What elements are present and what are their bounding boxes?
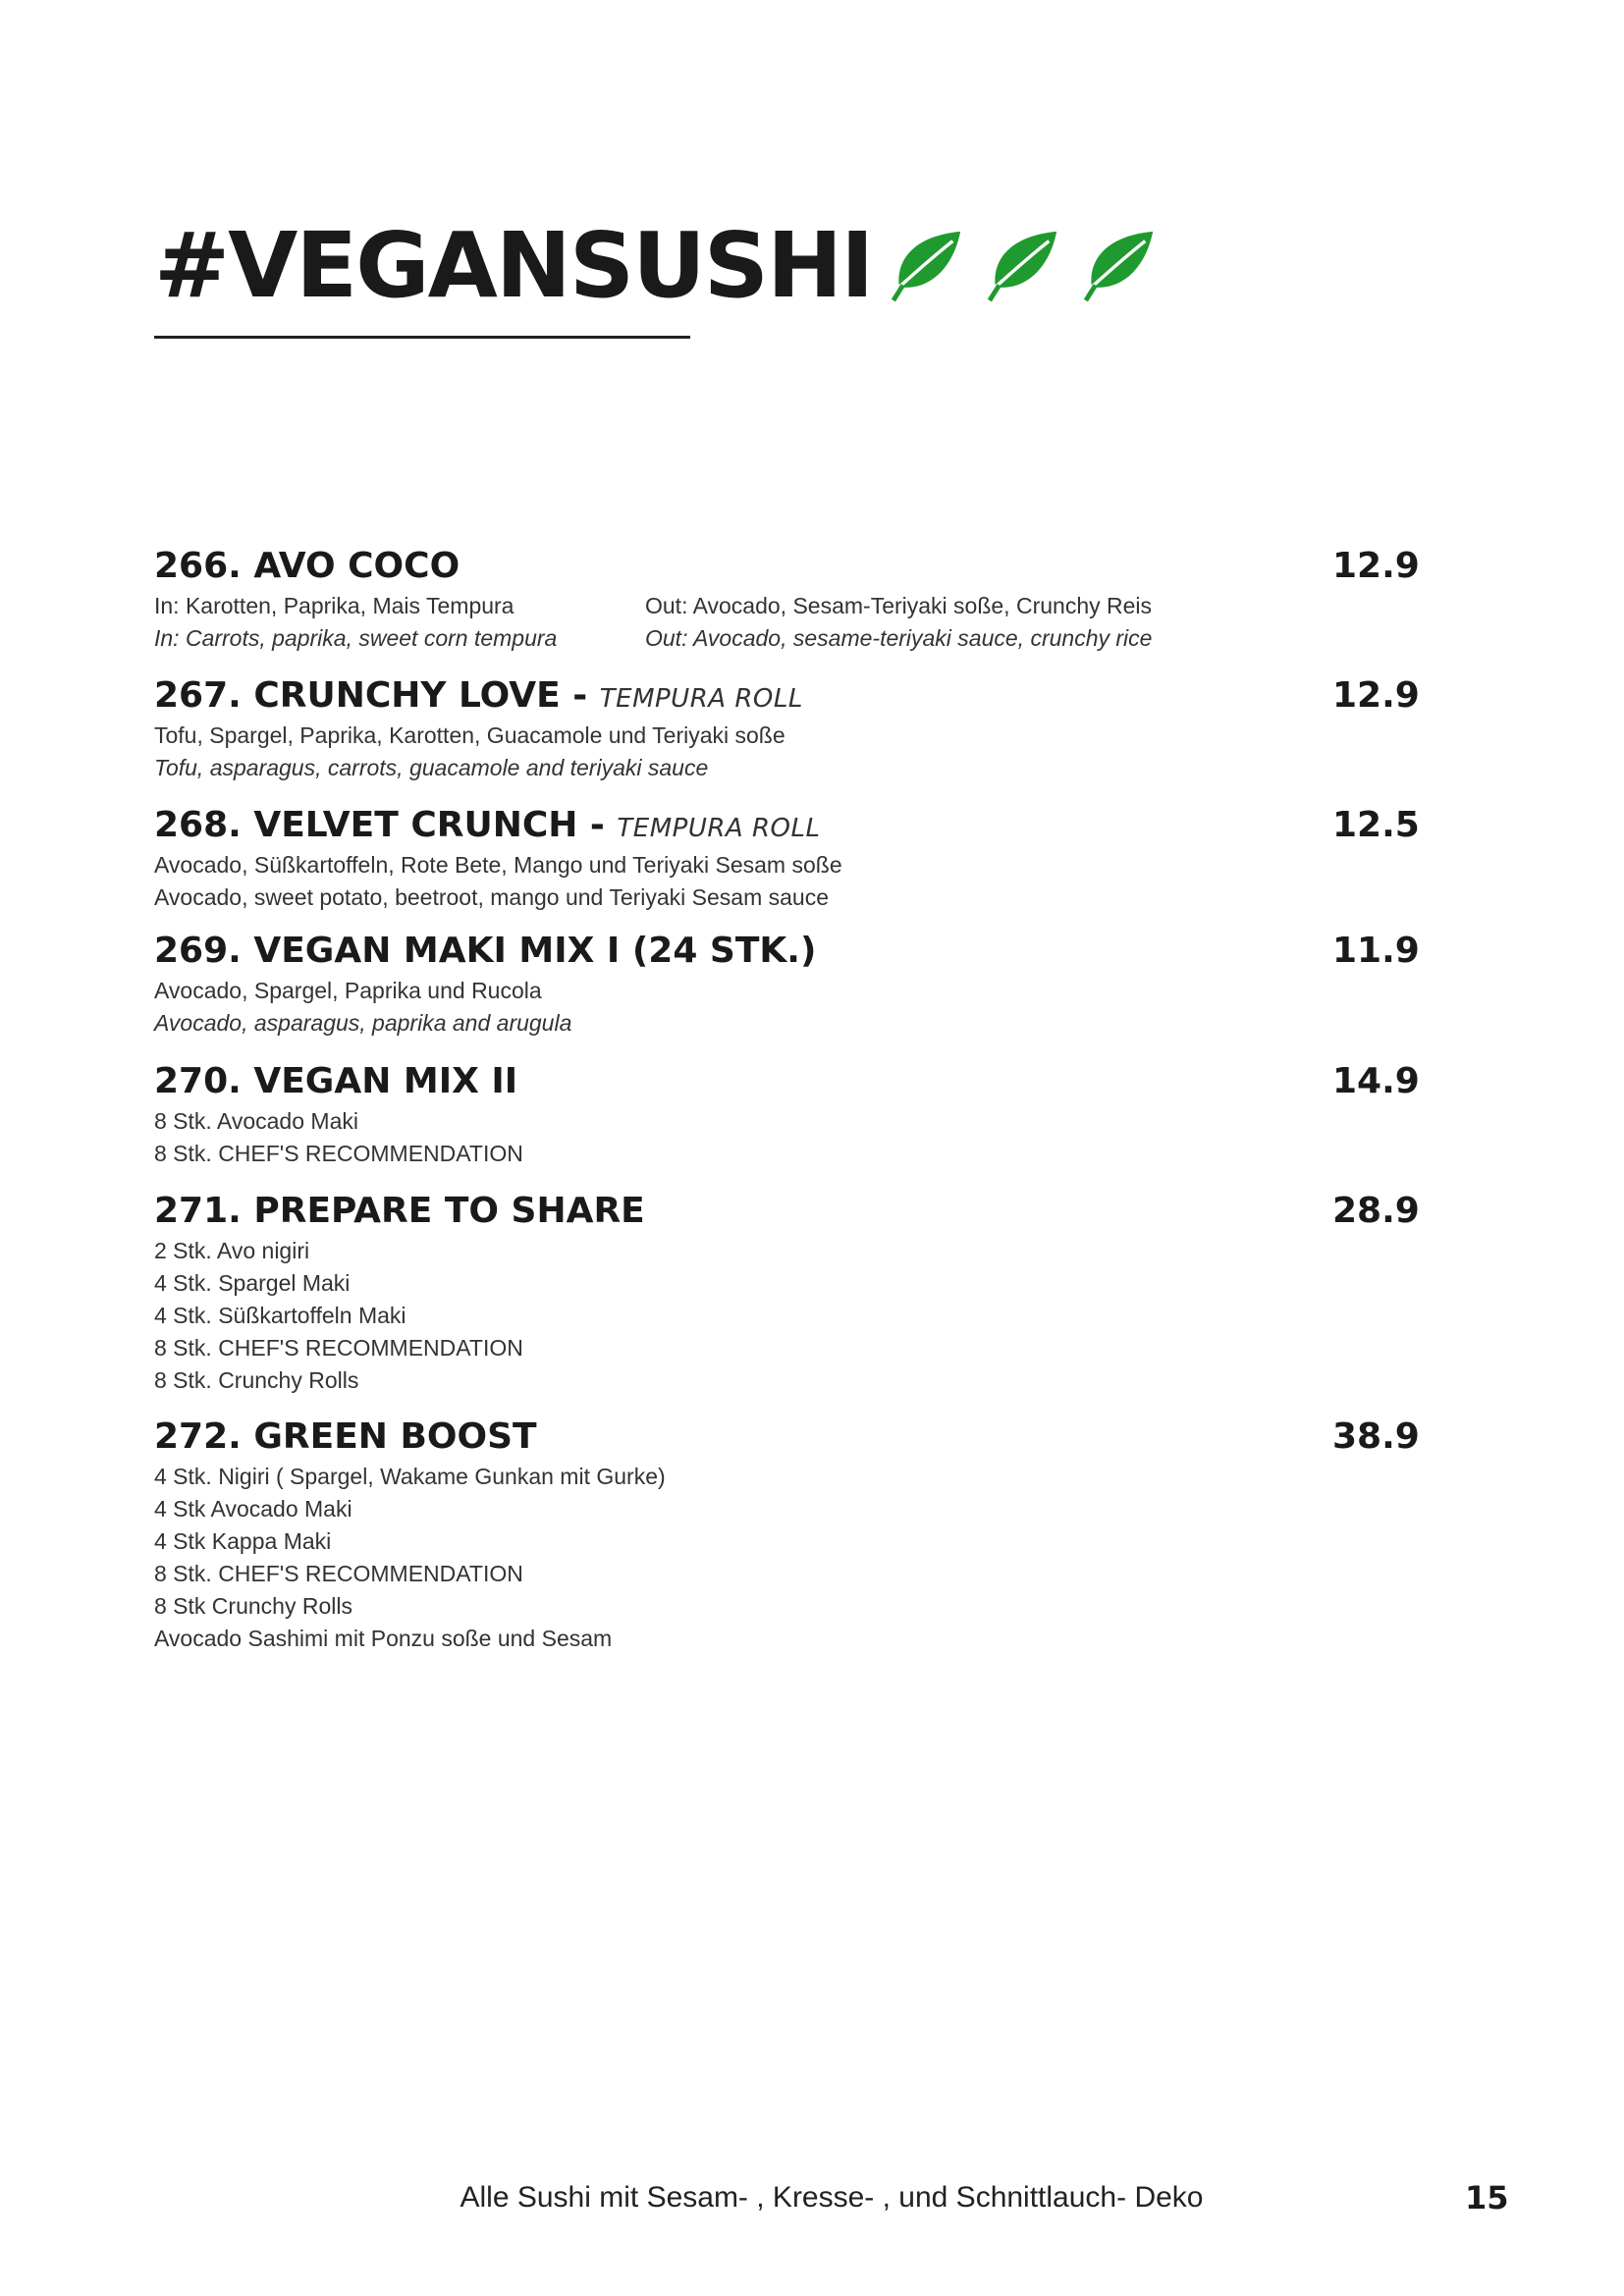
item-name xyxy=(154,805,820,845)
menu-item-270 xyxy=(154,1058,1420,1170)
item-name-text: 268. VELVET CRUNCH - xyxy=(154,805,618,845)
leaf-icon xyxy=(1082,227,1159,305)
item-name: 269. VEGAN MAKI MIX I (24 STK.) xyxy=(154,931,817,971)
item-name: 270. VEGAN MIX II xyxy=(154,1061,518,1101)
item-price: 28.9 xyxy=(1332,1191,1420,1231)
title-underline xyxy=(154,336,690,339)
item-desc-en: Avocado, asparagus, paprika and arugula xyxy=(154,1010,572,1036)
menu-item-266 xyxy=(154,543,1420,655)
item-price: 11.9 xyxy=(1332,931,1420,971)
item-desc-de: In: Karotten, Paprika, Mais Tempura xyxy=(154,593,514,618)
menu-item-271 xyxy=(154,1188,1420,1397)
menu-item-268 xyxy=(154,802,1420,914)
menu-item-269 xyxy=(154,928,1420,1040)
menu-item-267 xyxy=(154,672,1420,784)
item-desc-de: Out: Avocado, Sesam-Teriyaki soße, Crunchy Reis xyxy=(645,593,1153,618)
list-item: 4 Stk. Süßkartoffeln Maki xyxy=(154,1303,406,1328)
item-name: 266. AVO COCO xyxy=(154,546,460,586)
item-name: 271. PREPARE TO SHARE xyxy=(154,1191,645,1231)
page-header xyxy=(154,213,1159,318)
item-name-text: 267. CRUNCHY LOVE - xyxy=(154,675,600,716)
list-item: 2 Stk. Avo nigiri xyxy=(154,1238,310,1263)
item-name: 272. GREEN BOOST xyxy=(154,1416,537,1457)
item-price: 14.9 xyxy=(1332,1061,1420,1101)
menu-item-272 xyxy=(154,1414,1420,1655)
list-item: 8 Stk. CHEF'S RECOMMENDATION xyxy=(154,1335,523,1361)
item-name xyxy=(154,675,803,716)
list-item: 4 Stk Avocado Maki xyxy=(154,1496,352,1522)
item-price: 12.9 xyxy=(1332,546,1420,586)
leaf-icon xyxy=(986,227,1062,305)
list-item: 4 Stk. Spargel Maki xyxy=(154,1270,351,1296)
item-desc-de: Tofu, Spargel, Paprika, Karotten, Guacamole und Teriyaki soße xyxy=(154,722,785,748)
item-desc-de: Avocado, Süßkartoffeln, Rote Bete, Mango und Teriyaki Sesam soße xyxy=(154,852,842,878)
list-item: Avocado Sashimi mit Ponzu soße und Sesam xyxy=(154,1626,613,1651)
item-desc-en: Tofu, asparagus, carrots, guacamole and teriyaki sauce xyxy=(154,755,709,780)
page-number: 15 xyxy=(1465,2179,1509,2216)
list-item: 4 Stk. Nigiri ( Spargel, Wakame Gunkan mit Gurke) xyxy=(154,1464,666,1489)
item-price: 38.9 xyxy=(1332,1416,1420,1457)
list-item: 8 Stk. Crunchy Rolls xyxy=(154,1367,359,1393)
item-desc-en: Out: Avocado, sesame-teriyaki sauce, crunchy rice xyxy=(645,625,1153,651)
item-desc-en: Avocado, sweet potato, beetroot, mango und Teriyaki Sesam sauce xyxy=(154,884,830,910)
item-price: 12.5 xyxy=(1332,805,1420,845)
item-subtitle: TEMPURA ROLL xyxy=(617,814,821,843)
footer-note: Alle Sushi mit Sesam- , Kresse- , und Schnittlauch- Deko xyxy=(460,2181,1204,2214)
list-item: 8 Stk. CHEF'S RECOMMENDATION xyxy=(154,1561,523,1586)
vegan-leaves xyxy=(890,227,1159,305)
leaf-icon xyxy=(890,227,966,305)
item-desc-en: In: Carrots, paprika, sweet corn tempura xyxy=(154,625,558,651)
page-title: #VEGANSUSHI xyxy=(154,213,873,318)
list-item: 8 Stk Crunchy Rolls xyxy=(154,1593,352,1619)
item-subtitle: TEMPURA ROLL xyxy=(599,684,803,714)
item-price: 12.9 xyxy=(1332,675,1420,716)
list-item: 8 Stk. CHEF'S RECOMMENDATION xyxy=(154,1141,523,1166)
item-desc-de: Avocado, Spargel, Paprika und Rucola xyxy=(154,978,542,1003)
list-item: 4 Stk Kappa Maki xyxy=(154,1528,332,1554)
list-item: 8 Stk. Avocado Maki xyxy=(154,1108,358,1134)
